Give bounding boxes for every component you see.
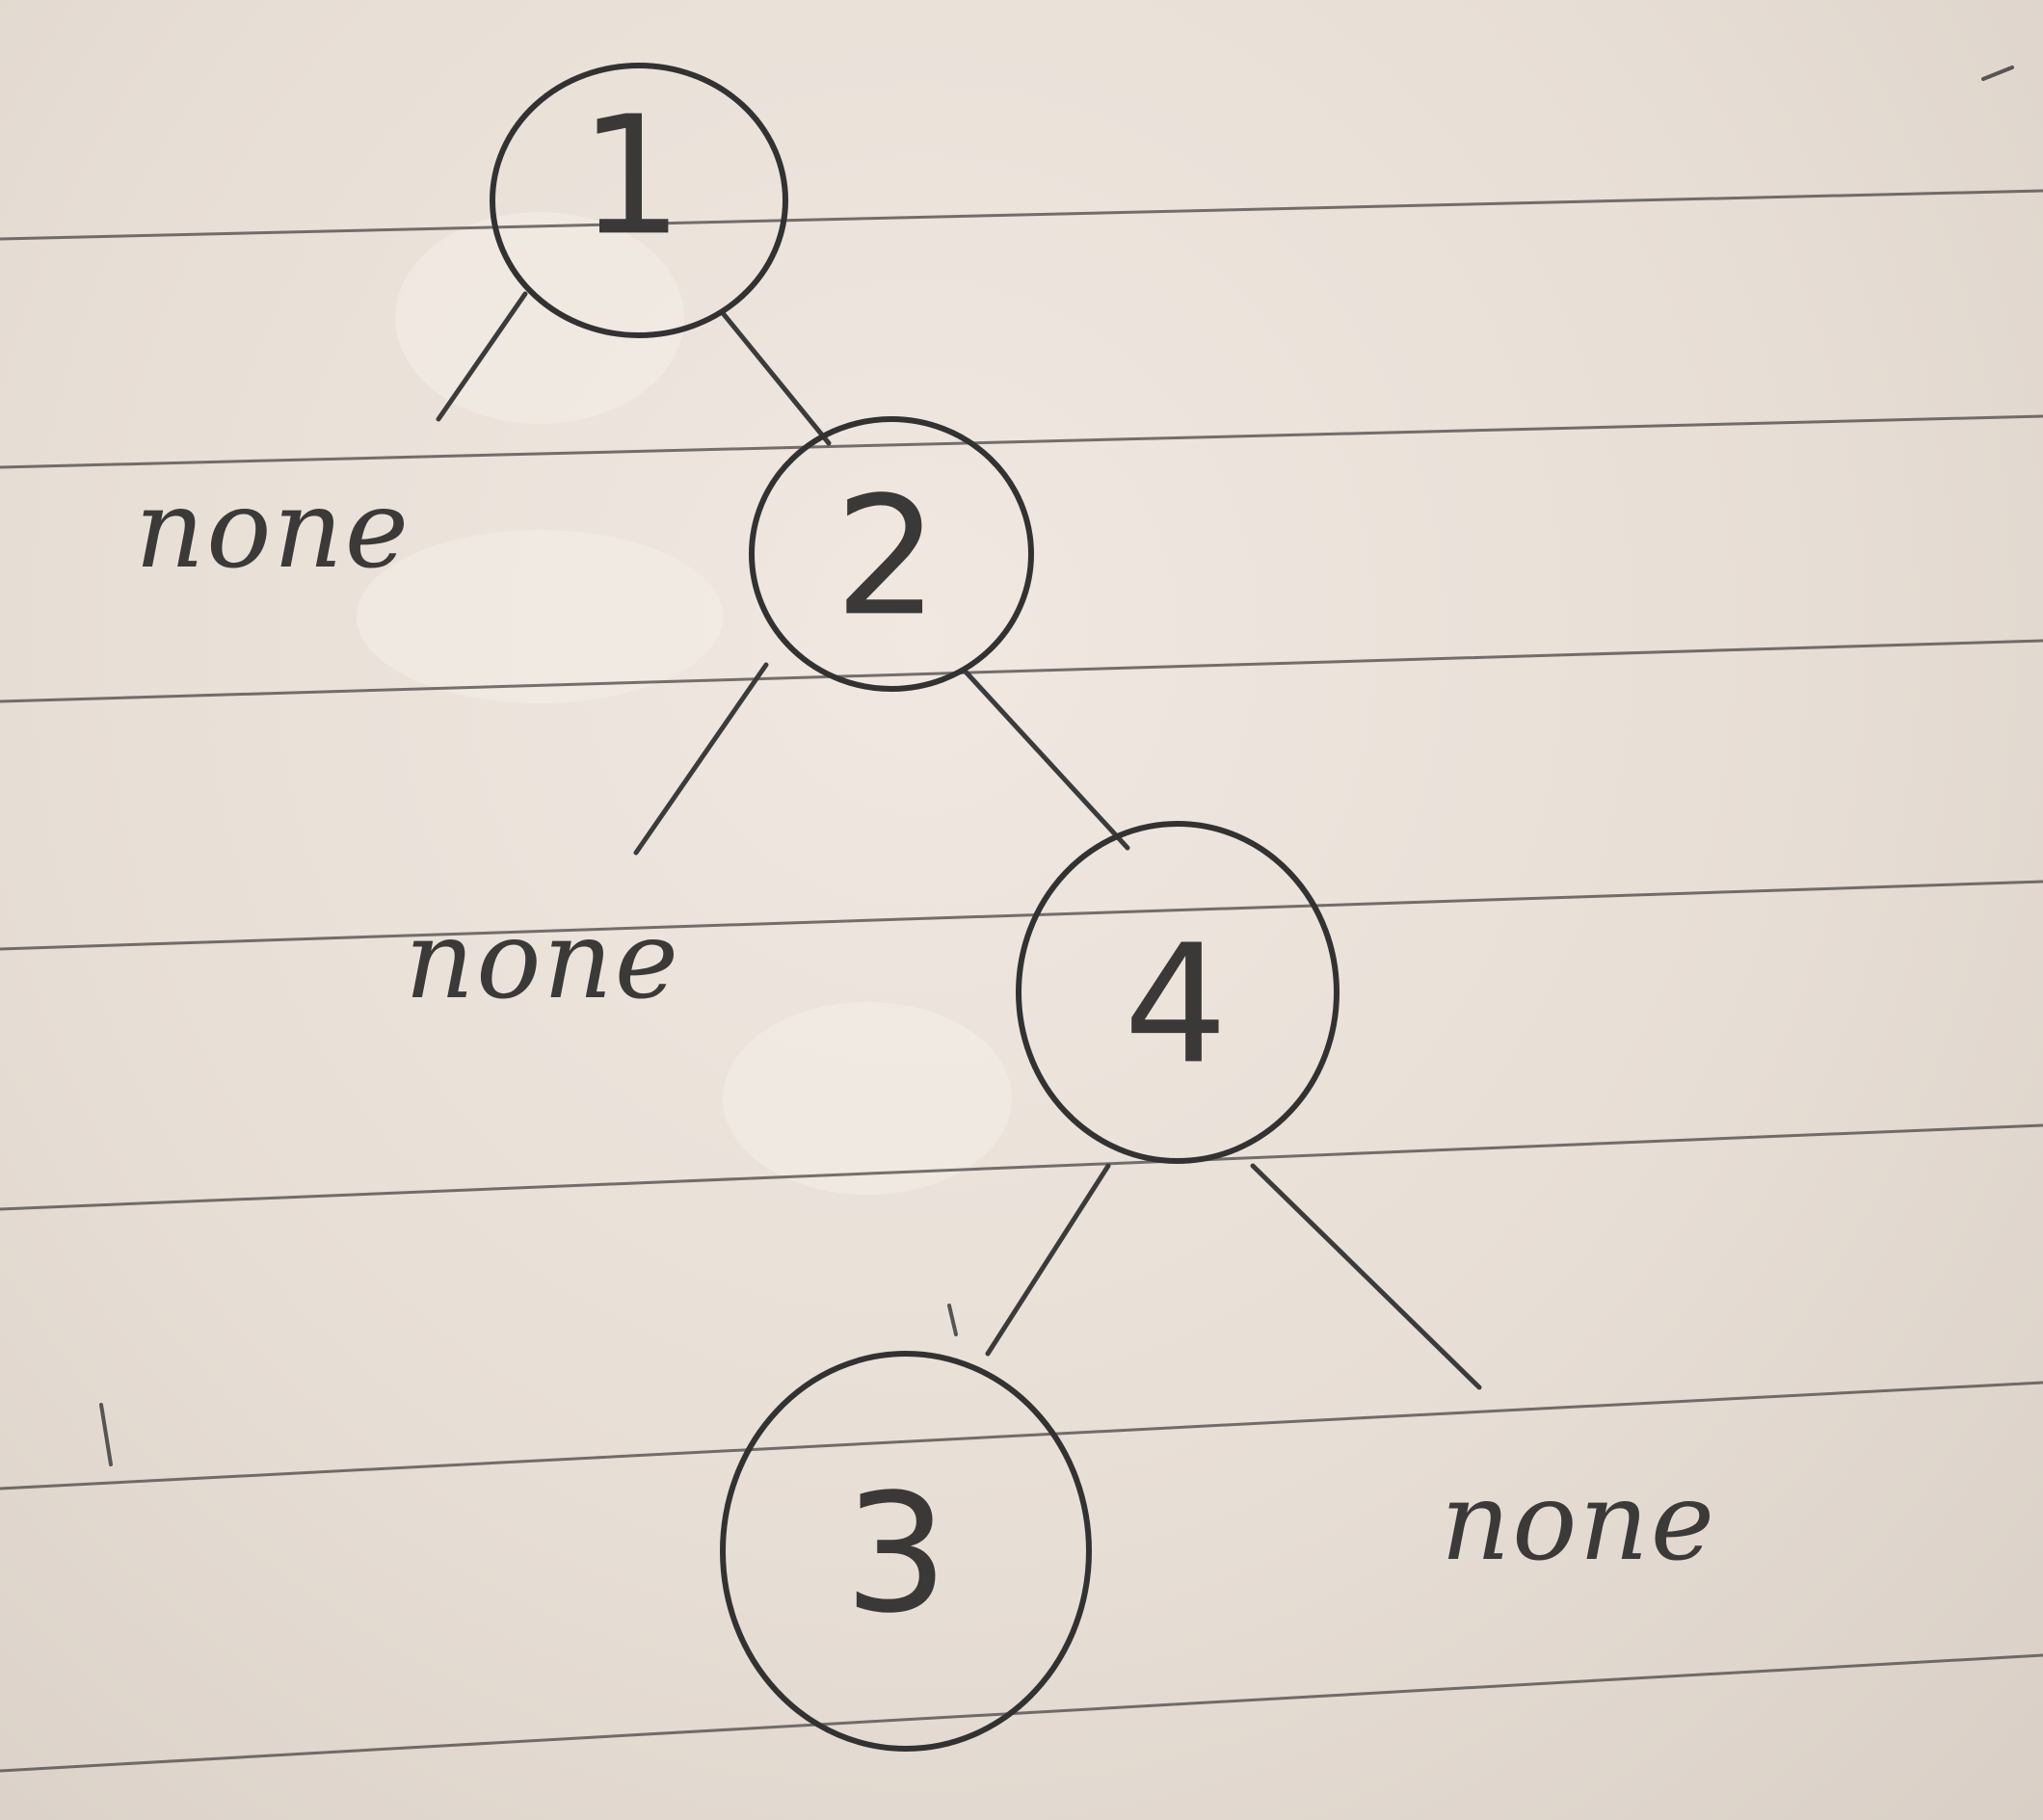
- pencil-mark: [1983, 67, 2012, 79]
- node-label: 4: [1123, 910, 1229, 1101]
- paper-stain: [723, 1002, 1012, 1195]
- ruled-line: [0, 191, 2043, 239]
- pencil-mark: [101, 1405, 111, 1464]
- leaf-label: none: [135, 467, 411, 593]
- edge-4-to-3: [988, 1166, 1108, 1354]
- ruled-line: [0, 1655, 2043, 1771]
- node-label: 2: [834, 462, 940, 653]
- node-label: 1: [578, 81, 684, 273]
- edge-4-to-leaf: [1253, 1166, 1479, 1387]
- edge-2-to-4: [964, 670, 1128, 848]
- tree-edges: [438, 294, 1479, 1387]
- ruled-line: [0, 1125, 2043, 1209]
- tree-node-2: [752, 419, 1031, 689]
- leaf-label: none: [1441, 1460, 1716, 1585]
- leaf-label: none: [405, 898, 680, 1023]
- paper-stain: [357, 530, 723, 703]
- tree-node-4: [1019, 824, 1337, 1161]
- ruled-line: [0, 416, 2043, 467]
- ruled-line: [0, 641, 2043, 701]
- edge-2-to-leaf: [636, 665, 766, 853]
- tree-node-3: [723, 1354, 1089, 1749]
- edge-1-to-2: [723, 313, 829, 443]
- pencil-mark: [949, 1306, 956, 1334]
- node-label: 3: [843, 1459, 949, 1650]
- ruled-line: [0, 882, 2043, 949]
